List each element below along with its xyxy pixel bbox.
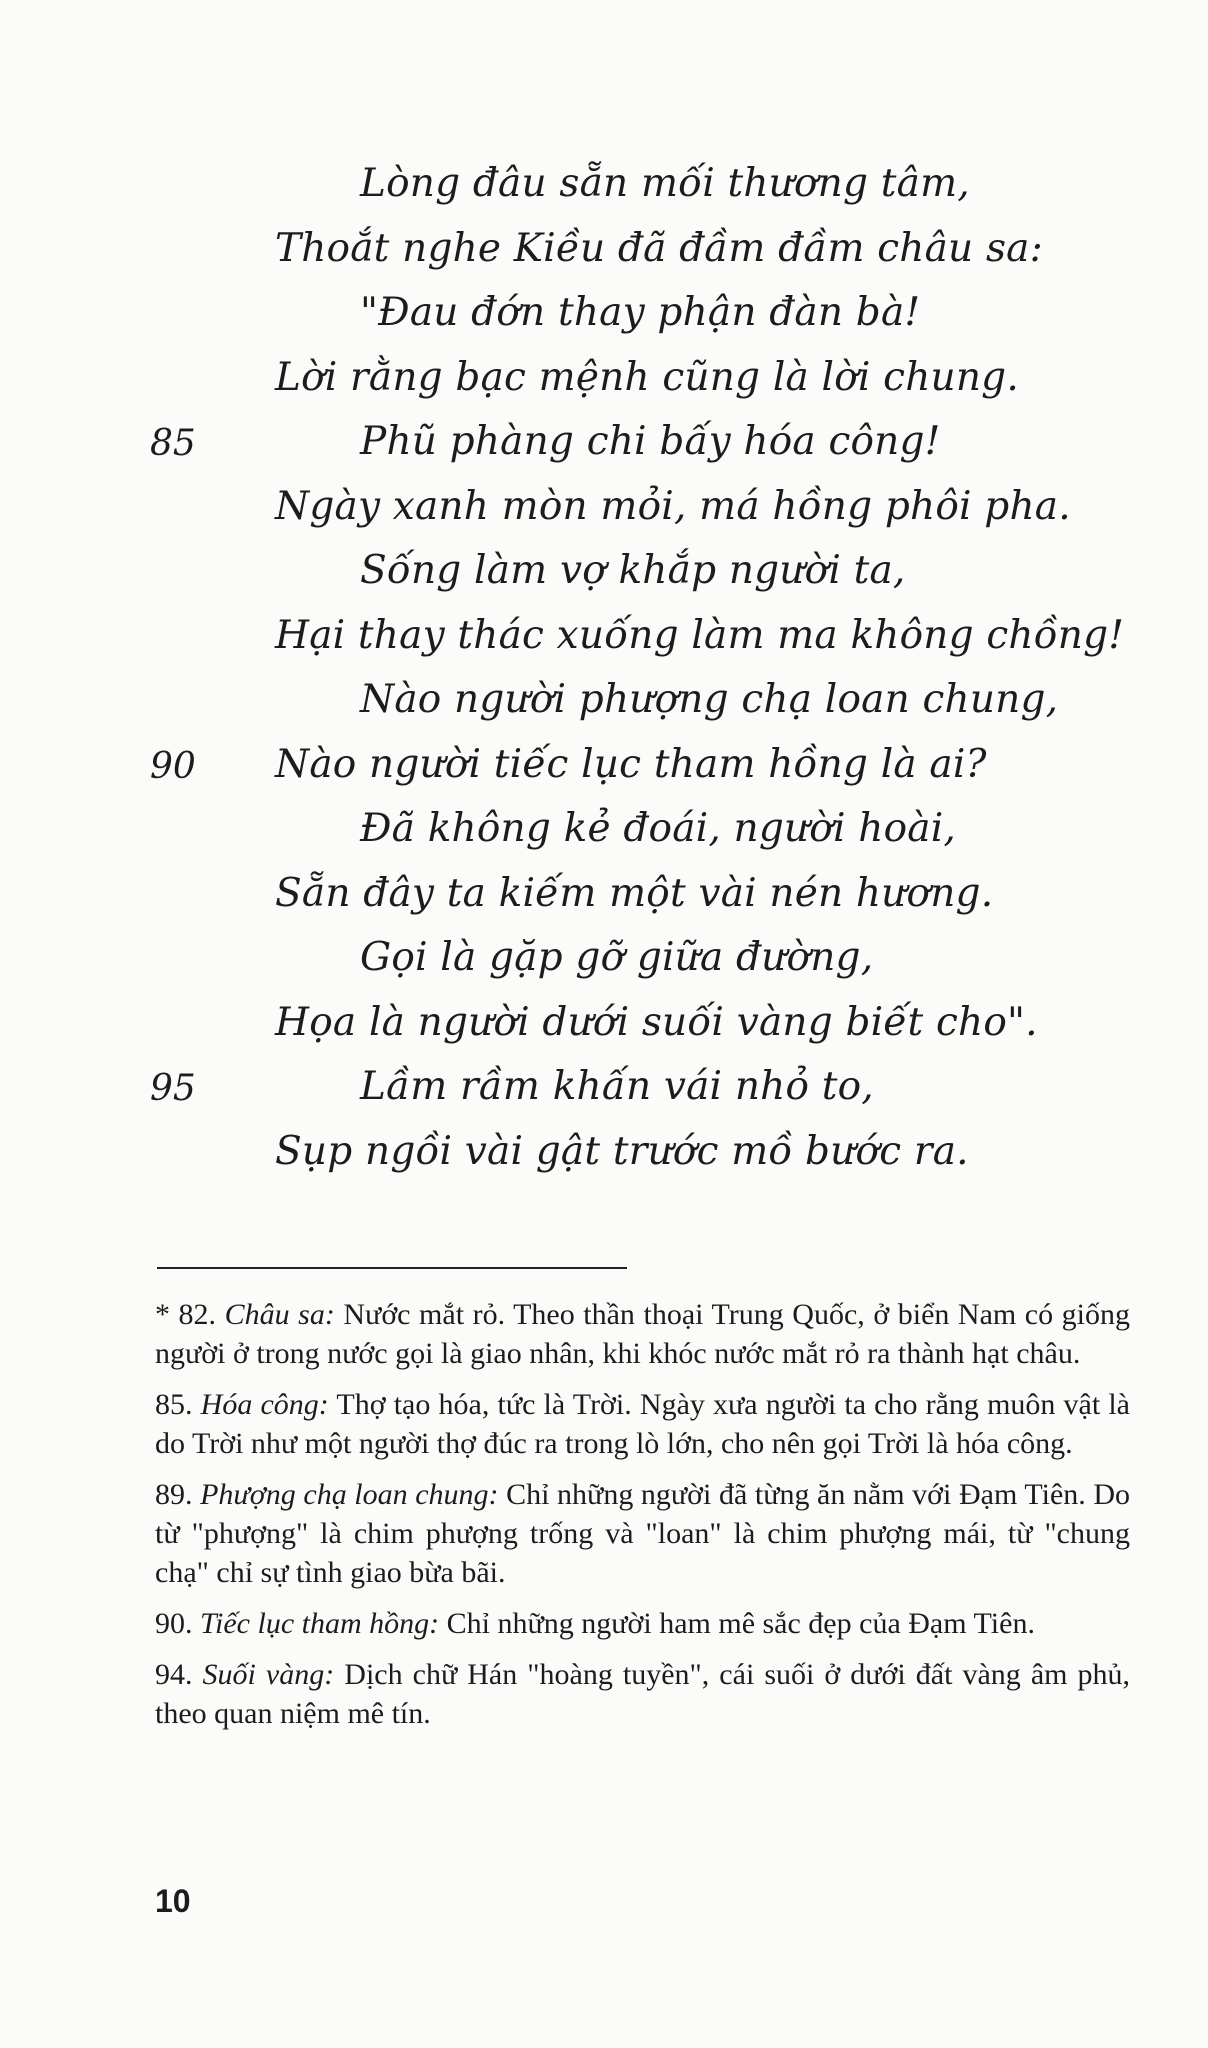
verse-line: Họa là người dưới suối vàng biết cho". [275,1000,1038,1045]
footnote-separator [157,1267,627,1269]
verse-line: Phũ phàng chi bấy hóa công! [360,419,941,464]
verse-line: Lời rằng bạc mệnh cũng là lời chung. [275,355,1019,400]
footnote-term: Châu sa: [224,1298,335,1331]
verse-line: Gọi là gặp gỡ giữa đường, [360,935,874,980]
verse-line: Nào người tiếc lục tham hồng là ai? [275,742,987,787]
line-number: 90 [150,746,196,787]
verse-line: Thoắt nghe Kiều đã đầm đầm châu sa: [275,226,1043,271]
verse-line: Sẵn đây ta kiếm một vài nén hương. [275,871,994,916]
verse-line: Hại thay thác xuống làm ma không chồng! [275,613,1125,658]
line-number: 85 [150,423,196,464]
footnote-number: * 82. [155,1298,225,1331]
footnote-number: 90. [155,1607,200,1640]
verse-line: "Đau đớn thay phận đàn bà! [360,290,921,335]
footnote [155,1604,1130,1643]
footnote-text: Dịch chữ Hán "hoàng tuyền", cái suối ở dưới đất vàng âm phủ, theo quan niệm mê tín. [155,1658,1131,1730]
page-number: 10 [155,1883,191,1919]
verse-line: Nào người phượng chạ loan chung, [360,677,1059,722]
footnote [155,1385,1130,1463]
footnote-text: Thợ tạo hóa, tức là Trời. Ngày xưa người ta cho rằng muôn vật là do Trời như một người thợ đúc ra trong lò lớn, cho nên gọi Trời là hóa công. [155,1388,1131,1460]
verse-line: Ngày xanh mòn mỏi, má hồng phôi pha. [275,484,1071,529]
footnote [155,1295,1130,1373]
footnote-text: Chỉ những người đã từng ăn nằm với Đạm Tiên. Do từ "phượng" là chim phượng trống và "loan" là chim phượng mái, từ "chung chạ" chỉ sự tình giao bừa bãi. [155,1478,1131,1589]
verse-line: Sống làm vợ khắp người ta, [360,548,906,593]
footnote-term: Hóa công: [200,1388,329,1421]
verse-line: Lầm rầm khấn vái nhỏ to, [360,1064,874,1109]
footnote-term: Phượng chạ loan chung: [200,1478,499,1511]
verse-line: Sụp ngồi vài gật trước mồ bước ra. [275,1129,969,1174]
footnote-number: 89. [155,1478,201,1511]
verse-line: Đã không kẻ đoái, người hoài, [360,806,956,851]
verse-line: Lòng đâu sẵn mối thương tâm, [360,161,970,206]
footnote [155,1655,1130,1733]
footnotes [155,1295,1130,1745]
footnote-number: 94. [155,1658,203,1691]
footnote-term: Suối vàng: [202,1658,335,1691]
footnote-term: Tiếc lục tham hồng: [200,1607,440,1640]
line-number: 95 [150,1068,196,1109]
footnote [155,1475,1130,1592]
footnote-text: Nước mắt rỏ. Theo thần thoại Trung Quốc, ở biển Nam có giống người ở trong nước gọi là giao nhân, khi khóc nước mắt rỏ ra thành hạt châu. [155,1298,1130,1370]
footnote-number: 85. [155,1388,201,1421]
footnote-text: Chỉ những người ham mê sắc đẹp của Đạm Tiên. [439,1607,1035,1640]
